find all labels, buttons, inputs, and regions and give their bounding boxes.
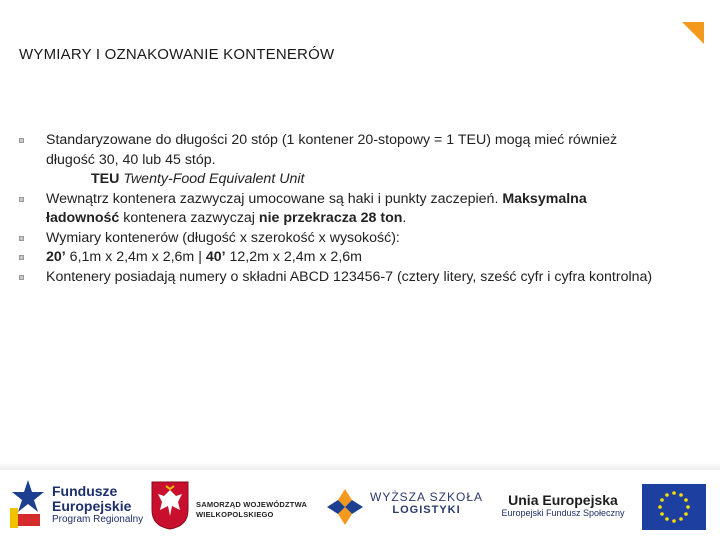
fe-line1: Fundusze (52, 483, 118, 499)
bullet-text: Wymiary kontenerów (długość x szerokość x wysokość): (46, 229, 400, 246)
teu-expansion: Twenty-Food Equivalent Unit (123, 171, 305, 187)
bullet-text: Kontenery posiadają numery o składni ABCD 123456-7 (cztery litery, sześć cyfr i cyfra kontrolna) (46, 268, 653, 285)
bullet-text: 12,2m x 2,4m x 2,6m (225, 249, 362, 265)
fe-line2: Europejskie (52, 498, 132, 514)
slide-title: WYMIARY I OZNAKOWANIE KONTENERÓW (19, 46, 335, 63)
logo-fundusze-europejskie (8, 470, 148, 540)
bullet-bold: 20’ (46, 249, 66, 265)
ue-line2: Europejski Fundusz Społeczny (501, 508, 625, 518)
teu-definition (19, 170, 659, 190)
bullet-text: kontenera zazwyczaj (119, 210, 259, 226)
logo-samorzad (150, 470, 322, 540)
fe-star-icon (10, 478, 46, 528)
corner-accent (682, 22, 704, 44)
bullet-item (19, 190, 659, 229)
bullet-item (19, 248, 659, 268)
bullet-marker (19, 138, 24, 143)
wsl-line2: LOGISTYKI (392, 504, 461, 516)
bullet-text: . (402, 210, 407, 226)
bullet-text: Wewnątrz kontenera zazwyczaj umocowane są haki i punkty zaczepień. (46, 190, 503, 207)
wsl-line1: WYŻSZA SZKOŁA (370, 490, 484, 504)
eagle-crest-icon (150, 480, 190, 530)
bullet-marker (19, 275, 24, 280)
bullet-item (19, 268, 659, 288)
bullet-marker (19, 197, 24, 202)
logo-wsl (326, 470, 496, 540)
logo-unia-europejska (488, 470, 638, 540)
bullet-text: Standaryzowane do długości 20 stóp (1 kontener 20-stopowy = 1 TEU) mogą mieć również długość 30, 40 lub 45 stóp. (46, 132, 618, 168)
bullet-bold: 40’ (205, 249, 226, 265)
ue-line1: Unia Europejska (508, 492, 618, 508)
wsl-emblem-icon (326, 488, 364, 526)
fe-line3: Program Regionalny (52, 514, 144, 525)
bullet-item (19, 131, 659, 170)
eu-flag (642, 470, 708, 540)
bullet-text: 6,1m x 2,4m x 2,6m | (65, 249, 206, 265)
bullet-list (19, 131, 659, 287)
eu-flag-icon (642, 484, 706, 530)
bullet-bold: nie przekracza 28 ton (258, 210, 403, 226)
bullet-bold: Maksymalna ładowność (46, 190, 587, 226)
footer-logos (0, 470, 720, 540)
sw-line1: SAMORZĄD WOJEWÓDZTWA (196, 500, 308, 509)
sw-line2: WIELKOPOLSKIEGO (196, 510, 274, 519)
teu-term: TEU (91, 171, 120, 187)
bullet-marker (19, 255, 24, 260)
bullet-marker (19, 236, 24, 241)
bullet-item (19, 229, 659, 249)
